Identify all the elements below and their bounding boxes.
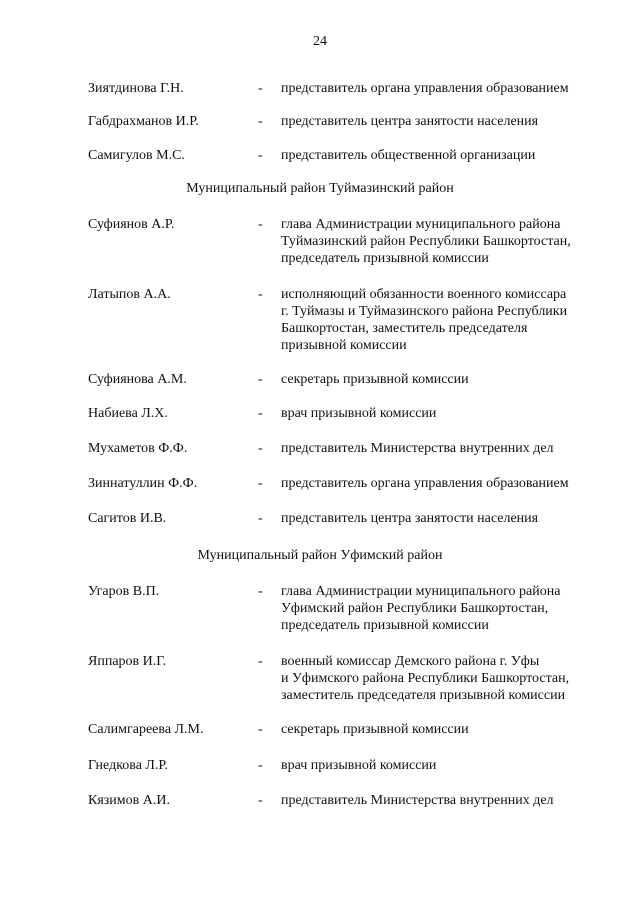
member-name: Набиева Л.Х. bbox=[88, 406, 168, 421]
role-line: представитель центра занятости населения bbox=[281, 511, 539, 526]
member-role bbox=[281, 147, 621, 164]
role-line: исполняющий обязанности военного комиссара bbox=[281, 287, 567, 302]
member-name: Габдрахманов И.Р. bbox=[88, 114, 199, 129]
member-role bbox=[281, 475, 621, 492]
member-role bbox=[281, 721, 621, 738]
dash-separator: - bbox=[258, 217, 263, 232]
member-name: Кязимов А.И. bbox=[88, 793, 170, 808]
section-title: Муниципальный район Туймазинский район bbox=[186, 181, 454, 196]
dash-separator: - bbox=[258, 81, 263, 96]
role-line: представитель органа управления образованием bbox=[281, 81, 569, 96]
member-name: Латыпов А.А. bbox=[88, 287, 171, 302]
dash-separator: - bbox=[258, 722, 263, 737]
role-line: секретарь призывной комиссии bbox=[281, 372, 469, 387]
member-name: Салимгареева Л.М. bbox=[88, 722, 204, 737]
member-name: Суфиянов А.Р. bbox=[88, 217, 175, 232]
dash-separator: - bbox=[258, 654, 263, 669]
member-name: Самигулов М.С. bbox=[88, 148, 185, 163]
role-line: военный комиссар Демского района г. Уфы bbox=[281, 654, 540, 669]
member-name: Гнедкова Л.Р. bbox=[88, 758, 168, 773]
role-line: Башкортостан, заместитель председателя bbox=[281, 321, 528, 336]
member-role bbox=[281, 653, 621, 704]
role-line: представитель органа управления образованием bbox=[281, 476, 569, 491]
member-name: Зиятдинова Г.Н. bbox=[88, 81, 184, 96]
member-name: Угаров В.П. bbox=[88, 584, 160, 599]
role-line: председатель призывной комиссии bbox=[281, 251, 489, 266]
role-line: председатель призывной комиссии bbox=[281, 618, 489, 633]
member-name: Суфиянова А.М. bbox=[88, 372, 187, 387]
dash-separator: - bbox=[258, 372, 263, 387]
member-role bbox=[281, 792, 621, 809]
dash-separator: - bbox=[258, 584, 263, 599]
section-title: Муниципальный район Уфимский район bbox=[197, 548, 443, 563]
dash-separator: - bbox=[258, 441, 263, 456]
member-role bbox=[281, 405, 621, 422]
member-name: Яппаров И.Г. bbox=[88, 654, 167, 669]
dash-separator: - bbox=[258, 406, 263, 421]
member-role bbox=[281, 286, 621, 354]
role-line: глава Администрации муниципального района bbox=[281, 217, 561, 232]
member-name: Сагитов И.В. bbox=[88, 511, 167, 526]
member-role bbox=[281, 510, 621, 527]
member-role bbox=[281, 757, 621, 774]
role-line: представитель Министерства внутренних дел bbox=[281, 441, 554, 456]
role-line: заместитель председателя призывной комиссии bbox=[281, 688, 566, 703]
role-line: секретарь призывной комиссии bbox=[281, 722, 469, 737]
dash-separator: - bbox=[258, 148, 263, 163]
dash-separator: - bbox=[258, 758, 263, 773]
page-number: 24 bbox=[313, 34, 327, 49]
member-role bbox=[281, 440, 621, 457]
role-line: призывной комиссии bbox=[281, 338, 407, 353]
dash-separator: - bbox=[258, 114, 263, 129]
role-line: и Уфимского района Республики Башкортостан, bbox=[281, 671, 570, 686]
role-line: представитель центра занятости населения bbox=[281, 114, 539, 129]
dash-separator: - bbox=[258, 287, 263, 302]
role-line: г. Туймазы и Туймазинского района Республики bbox=[281, 304, 568, 319]
member-name: Зиннатуллин Ф.Ф. bbox=[88, 476, 198, 491]
role-line: врач призывной комиссии bbox=[281, 406, 437, 421]
member-role bbox=[281, 371, 621, 388]
role-line: Уфимский район Республики Башкортостан, bbox=[281, 601, 549, 616]
role-line: Туймазинский район Республики Башкортостан, bbox=[281, 234, 571, 249]
dash-separator: - bbox=[258, 793, 263, 808]
member-role bbox=[281, 80, 621, 97]
member-role bbox=[281, 113, 621, 130]
member-name: Мухаметов Ф.Ф. bbox=[88, 441, 188, 456]
dash-separator: - bbox=[258, 476, 263, 491]
role-line: представитель общественной организации bbox=[281, 148, 536, 163]
dash-separator: - bbox=[258, 511, 263, 526]
member-role bbox=[281, 216, 621, 267]
role-line: представитель Министерства внутренних дел bbox=[281, 793, 554, 808]
member-role bbox=[281, 583, 621, 634]
role-line: врач призывной комиссии bbox=[281, 758, 437, 773]
role-line: глава Администрации муниципального района bbox=[281, 584, 561, 599]
